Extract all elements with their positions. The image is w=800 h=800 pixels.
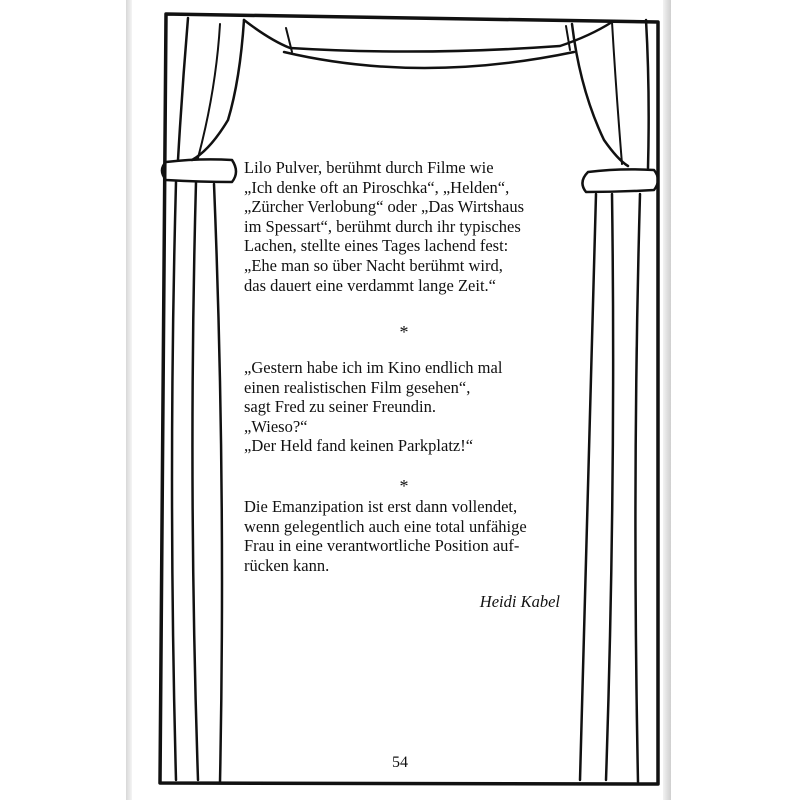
right-lower-3 bbox=[635, 194, 640, 782]
right-lower-2 bbox=[606, 194, 613, 780]
valance-bottom bbox=[284, 52, 574, 68]
right-lower-1 bbox=[580, 194, 596, 780]
section-separator-asterisk: * bbox=[399, 476, 409, 496]
right-drape-fold bbox=[612, 22, 622, 164]
quote-emanzipation: Die Emanzipation ist erst dann vollendet, wenn gelegentlich auch eine total unfähige Frau in eine verantwortliche Position auf- rücken kann. bbox=[244, 497, 527, 575]
left-drape-outer bbox=[178, 18, 188, 160]
left-lower-3 bbox=[214, 184, 222, 782]
page-number: 54 bbox=[392, 754, 408, 771]
joke-kino-parkplatz: „Gestern habe ich im Kino endlich mal einen realistischen Film gesehen“, sagt Fred zu seiner Freundin. „Wieso?“ „Der Held fand keinen Parkplatz!“ bbox=[244, 358, 503, 456]
quote-author: Heidi Kabel bbox=[479, 592, 560, 611]
left-tieback bbox=[162, 159, 236, 182]
right-tieback bbox=[582, 169, 658, 192]
right-drape-outer bbox=[646, 20, 649, 168]
left-lower-1 bbox=[172, 182, 176, 780]
left-lower-2 bbox=[192, 182, 198, 780]
valance-top bbox=[244, 20, 612, 52]
section-separator-asterisk: * bbox=[399, 322, 409, 342]
valance-fold-right bbox=[566, 26, 570, 50]
anecdote-lilo-pulver: Lilo Pulver, berühmt durch Filme wie „Ich denke oft an Piroschka“, „Helden“, „Zürcher Verlobung“ oder „Das Wirtshaus im Spessart“, berühmt durch ihr typisches Lachen, stellte eines Tages lachend fest: „Ehe man so über Nacht berühmt wird, das dauert eine verdammt lange Zeit.“ bbox=[244, 158, 525, 295]
